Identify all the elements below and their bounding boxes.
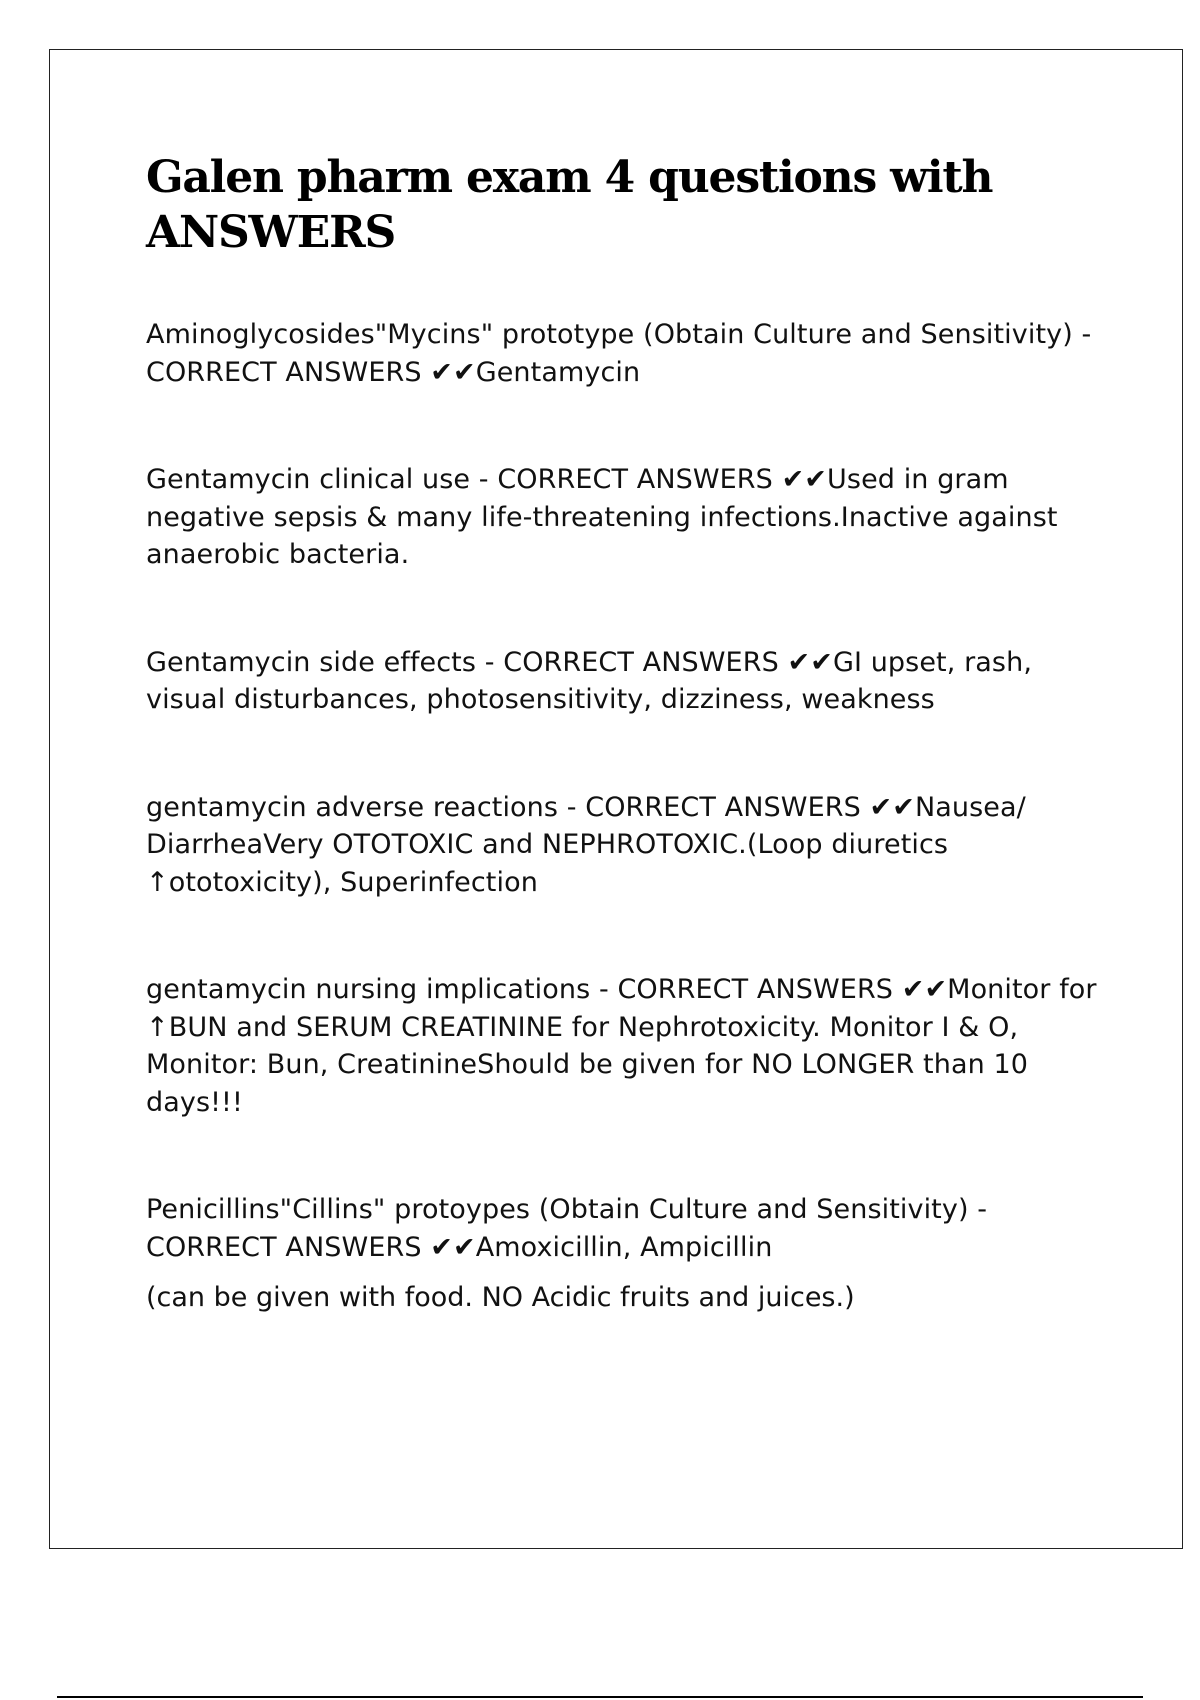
- qa-entry: Gentamycin clinical use - CORRECT ANSWERS ✔✔Used in gram negative sepsis & many life-threatening infections.Inactive against anaerobic bacteria.: [146, 464, 1058, 570]
- document-body: [146, 150, 1106, 1317]
- qa-entry: gentamycin nursing implications - CORRECT ANSWERS ✔✔Monitor for ↑BUN and SERUM CREATININE for Nephrotoxicity. Monitor I & O, Monitor: Bun, CreatinineShould be given for NO LONGER than 10 days!!!: [146, 974, 1097, 1118]
- page-frame: [49, 49, 1183, 1549]
- document-title: Galen pharm exam 4 questions with ANSWERS: [146, 152, 993, 258]
- footer-divider: [57, 1696, 1143, 1698]
- qa-entry: Gentamycin side effects - CORRECT ANSWERS ✔✔GI upset, rash, visual disturbances, photosensitivity, dizziness, weakness: [146, 646, 1032, 715]
- qa-entry: Aminoglycosides"Mycins" prototype (Obtain Culture and Sensitivity) - CORRECT ANSWERS ✔✔Gentamycin: [146, 319, 1092, 388]
- qa-entry: gentamycin adverse reactions - CORRECT ANSWERS ✔✔Nausea/ DiarrheaVery OTOTOXIC and NEPHROTOXIC.(Loop diuretics ↑ototoxicity), Superinfection: [146, 791, 1026, 898]
- qa-note: (can be given with food. NO Acidic fruits and juices.): [146, 1282, 855, 1313]
- qa-entry: Penicillins"Cillins" protoypes (Obtain Culture and Sensitivity) - CORRECT ANSWERS ✔✔Amoxicillin, Ampicillin: [146, 1194, 988, 1263]
